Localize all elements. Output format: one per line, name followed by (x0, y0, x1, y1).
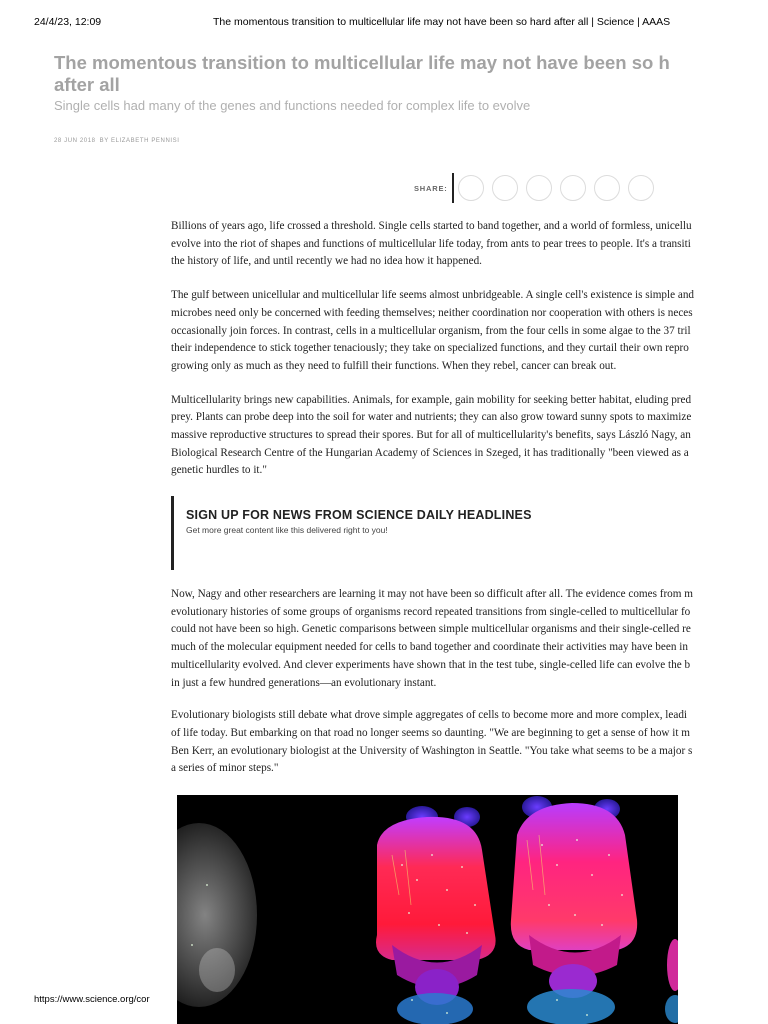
paragraph-line: Billions of years ago, life crossed a threshold. Single cells started to band together, and a world of formless, unicellu (171, 220, 692, 232)
article-body (171, 218, 768, 480)
paragraph (171, 287, 768, 376)
paragraph-line: growing only as much as they need to fulfill their functions. When they rebel, cancer can break out. (171, 359, 617, 372)
paragraph-line: of life today. But embarking on that road no longer seems so daunting. "We are beginning to get a sense of how it m (171, 726, 690, 739)
paragraph-line: Biological Research Centre of the Hungarian Academy of Sciences in Szeged, it has traditionally "been viewed as a (171, 446, 689, 459)
article-subhead: Single cells had many of the genes and functions needed for complex life to evolve (54, 98, 531, 113)
paragraph (171, 707, 768, 778)
signup-title[interactable]: SIGN UP FOR NEWS FROM SCIENCE DAILY HEADLINES (186, 508, 532, 522)
paragraph-line: their independence to stick together tenaciously; they take on specialized functions, and they curtail their own repro (171, 342, 689, 355)
print-datetime: 24/4/23, 12:09 (34, 16, 102, 28)
share-divider (452, 173, 454, 203)
paragraph-line: evolve into the riot of shapes and functions of multicellular life today, from ants to pear trees to people. It's a transiti (171, 237, 691, 250)
article-date: 28 JUN 2018 (54, 138, 96, 144)
paragraph-line: multicellularity evolved. And clever experiments have shown that in the test tube, single-celled life can evolve the b (171, 658, 691, 671)
article-body-continued (171, 586, 768, 778)
paragraph-line: Now, Nagy and other researchers are learning it may not have been so difficult after all. The evidence comes from m (171, 588, 693, 600)
print-header (0, 16, 768, 30)
paragraph-line: the history of life, and until recently we had no idea how it happened. (171, 255, 482, 268)
paragraph-line: Multicellularity brings new capabilities. Animals, for example, gain mobility for seeking better habitat, eluding pred (171, 393, 692, 406)
paragraph-line: massive reproductive structures to spread their spores. But for all of multicellularity's benefits, says László Nagy, an (171, 429, 691, 442)
paragraph (171, 392, 768, 481)
share-facebook-button[interactable] (458, 175, 484, 201)
article-figure-image (177, 795, 678, 1024)
paragraph-line: genetic hurdles to it." (171, 464, 267, 477)
article-author: BY ELIZABETH PENNISI (99, 138, 180, 144)
print-page-title: The momentous transition to multicellular life may not have been so hard after all | Science | AAAS (213, 16, 671, 28)
paragraph (171, 218, 768, 271)
share-linkedin-button[interactable] (526, 175, 552, 201)
share-bar (414, 172, 662, 204)
share-label: SHARE: (414, 183, 448, 193)
paragraph-line: occasionally join forces. In contrast, cells in a multicellular organism, from the four cells in some algae to the 37 tril (171, 324, 691, 337)
share-wechat-button[interactable] (594, 175, 620, 201)
share-reddit-button[interactable] (560, 175, 586, 201)
paragraph-line: could not have been so high. Genetic comparisons between simple multicellular organisms and their single-celled re (171, 623, 691, 636)
share-twitter-button[interactable] (492, 175, 518, 201)
paragraph-line: microbes need only be concerned with feeding themselves; neither coordination nor cooperation with others is neces (171, 306, 693, 319)
print-footer-url[interactable]: https://www.science.org/cor (34, 994, 150, 1005)
article-headline: The momentous transition to multicellular life may not have been so h after all (54, 52, 670, 95)
paragraph-line: a series of minor steps." (171, 762, 279, 775)
paragraph-line: much of the molecular equipment needed for cells to band together and coordinate their activities may have been in (171, 641, 688, 654)
newsletter-signup[interactable] (171, 496, 768, 570)
signup-subtitle: Get more great content like this delivered right to you! (186, 525, 388, 535)
paragraph-line: Ben Kerr, an evolutionary biologist at the University of Washington in Seattle. "You take what seems to be a major s (171, 744, 693, 757)
paragraph-line: in just a few hundred generations—an evolutionary instant. (171, 676, 437, 689)
paragraph-line: The gulf between unicellular and multicellular life seems almost unbridgeable. A single cell's existence is simple and (171, 289, 695, 302)
share-email-button[interactable] (628, 175, 654, 201)
microscopy-image (177, 795, 678, 1024)
paragraph-line: evolutionary histories of some groups of organisms record repeated transitions from single-celled to multicellular fo (171, 605, 691, 618)
paragraph-line: prey. Plants can probe deep into the soil for water and nutrients; they can also grow toward sunny spots to maximize (171, 411, 692, 424)
paragraph-line: Evolutionary biologists still debate what drove simple aggregates of cells to become more and more complex, leadi (171, 709, 688, 722)
byline (54, 138, 180, 144)
paragraph (171, 586, 768, 692)
